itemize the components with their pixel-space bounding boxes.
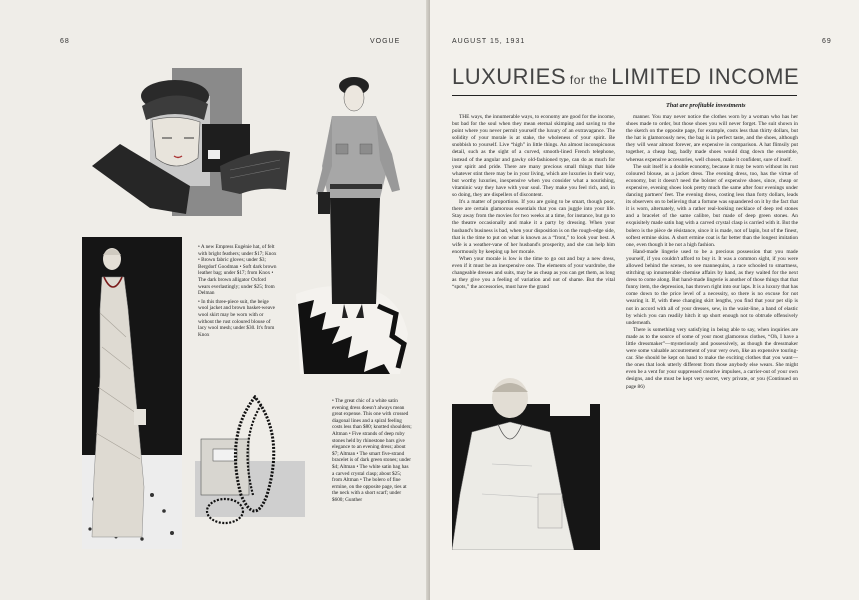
article-column-1 bbox=[452, 114, 615, 389]
column2-paragraph-1: manner. You may never notice the clothes worn by a woman who has her shoes made to order, but those shoes you will never forget. The suit shown in the sketch on the opposite page, for example, costs less than thirty dollars, but the hat is glamorously new, the bag is in perfect taste, and the shoes, although they will wear almost forever, are expensive in comparison. A hat flimsily put together, a cheap bag, badly made shoes would drag down the ensemble, whereas expensive accessories, well chosen, make it confident, sure of itself. bbox=[626, 114, 798, 163]
column2-paragraph-3: Hand-made lingerie used to be a precious possession that you made yourself, if you couldn't afford to buy it. It was a common sight, if you were allowed behind the scenes, to see mannequins, a race schooled to smartness, stitching up innumerable chemise affairs by hand, as they waited for the next dress to come along. But hand-made lingerie is another of those things that that funny item, the depression, has thrown right into our laps. It is a luxury that has come down to the price level of a necessity, so there is no excuse for not wearing it. If, with these changing skirt lengths, you find that your pet slip is not in accord with all of your dresses, sew, in the waist-line, a band of elastic by which you can readily hitch it up short enough not to obtrude offensively underneath. bbox=[626, 248, 798, 326]
suit-figure-illustration bbox=[292, 74, 410, 399]
article-column-2 bbox=[626, 114, 798, 588]
article-title bbox=[452, 64, 799, 90]
page-number-right: 69 bbox=[822, 38, 832, 45]
caption-accessories-and-suit bbox=[198, 244, 278, 340]
title-rule bbox=[452, 95, 797, 96]
article-subtitle: That are profitable investments bbox=[666, 102, 746, 109]
title-limited-income: LIMITED INCOME bbox=[611, 64, 800, 89]
column1-paragraph-3: When your morale is low is the time to go out and buy a new dress, even if it must be an inexpensive one. The elements of your wardrobe, the changeable dresses and suits, may be as cheap as you can get them, as long as they give you a feeling of variation and not of shame. But the vital “spots,” the accessories, must have the grand bbox=[452, 255, 615, 291]
magazine-name: VOGUE bbox=[370, 38, 401, 45]
caption-suit: • In this three-piece suit, the beige wool jacket and brown basket-weave wool skirt may be worn with or without the rust coloured blouse of lacy wool mesh; under $30. It's from Knox bbox=[198, 298, 275, 338]
column2-paragraph-2: The suit itself is a double economy, because it may be worn without its rust coloured blouse, as a jacket dress. The evening dress, too, has the virtue of economy, but it doesn't need the bolster of expensive shoes, since, cheap or expensive, evening shoes look pretty much the same after four evenings under dancing partners' feet. The evening dress, costing less than forty dollars, leads its observers on to believing that a fortune was squandered on it by the fact that it is worn, alternately, with a rather real-looking necklace of deep red stones and a bracelet of the same calibre, but made of deep green stones. An exquisitely made satin bag with a carved crystal clasp is carried with it. But the bolero is the pièce de résistance, since it is made, not of lapin, but of the finest, softest ermine skins. A short ermine coat is far better than the longest imitation one, even though it be not a high fashion. bbox=[626, 163, 798, 248]
issue-date: AUGUST 15, 1931 bbox=[452, 38, 526, 45]
page-number-left: 68 bbox=[60, 38, 70, 45]
bag-and-jewelry-illustration bbox=[195, 395, 307, 535]
title-connector: for the bbox=[566, 73, 612, 87]
caption-evening-dress: • The great chic of a white satin evening dress doesn't always mean great expense. This one with crossed diagonal lines and a spiral feeling costs less than $80; knotted shoulders; Altman • Five strands of deep ruby stones held by rhinestone bars give elegance to an evening dress; about $7; Altman • The smart five-strand bracelet is of dark green stones; under $4; Altman • The white satin bag has a carved crystal clasp; about $25; from Altman • The bolero of fine ermine, on the opposite page, ties at the neck with a short scarf; under $600; Gunther bbox=[332, 398, 412, 503]
column2-paragraph-4: There is something very satisfying in being able to say, when inquiries are made as to the source of some of your most glamorous clothes, “Oh, I have a little dressmaker”—mysteriously and possessively, as though the dressmaker were some valuable accoutrement of your very own, like an expensive touring-car. She should be kept on hand to make the exciting clothes that you want—the ones that look utterly different from those anybody else wears. She might even be a vent for your suppressed creative impulses, a carrier-out of your own designs, and she must be kept very secret, very private, or you (Continued on page 86) bbox=[626, 326, 798, 390]
ermine-bolero-illustration bbox=[452, 374, 602, 550]
caption-accessories: • A new Empress Eugénie hat, of felt with bright feathers; under $17; Knox • Brown fabric gloves; under $3; Bergdorf Goodman • Soft dark brown leather bag; under $17; from Knox • The dark brown alligator Oxford wears everlastingly; under $25; from Delman bbox=[198, 244, 277, 297]
accessories-illustration bbox=[90, 66, 295, 216]
column1-paragraph-1: THE ways, the innumerable ways, to economy are good for the income, but bad for the soul when they mean eternal skimping and saving to the point where you never permit yourself the luxury of an extravagance. The solidity of your morale is at stake, the wholeness of your spirit. Be snobbish to yourself. Live “high” in little things. An almost inconspicuous detail, such as the sight of a curved, smooth-lined French telephone, instead of the angular and gawky old-fashioned type, can do as much for your spirit and pride. There are many precious small things that hide whatever stint there may be in your living, which are luxuries in their way, but worthy luxuries, inexpensive when you consider what a nourishing, vitaminic way they have with your soul. They make you feel rich, and, in so doing, they are dispellers of discontent. bbox=[452, 114, 615, 199]
column1-paragraph-2: It's a matter of proportions. If you are going to be smart, though poor, there are certain glamorous essentials that you can juggle into your life. Stay away from the movies for two weeks at a time, for instance, but go to the theatre occasionally and make it a party by dressing. When your husband's business is bad, when your disposition is on the rough-edge side, that is the time to put on what is known as a “front,” to look your best. A wife is a weather-vane of her husband's prosperity, and she can help him enormously by keeping up her morale. bbox=[452, 199, 615, 255]
title-luxuries: LUXURIES bbox=[452, 64, 567, 89]
evening-dress-illustration bbox=[82, 237, 182, 549]
